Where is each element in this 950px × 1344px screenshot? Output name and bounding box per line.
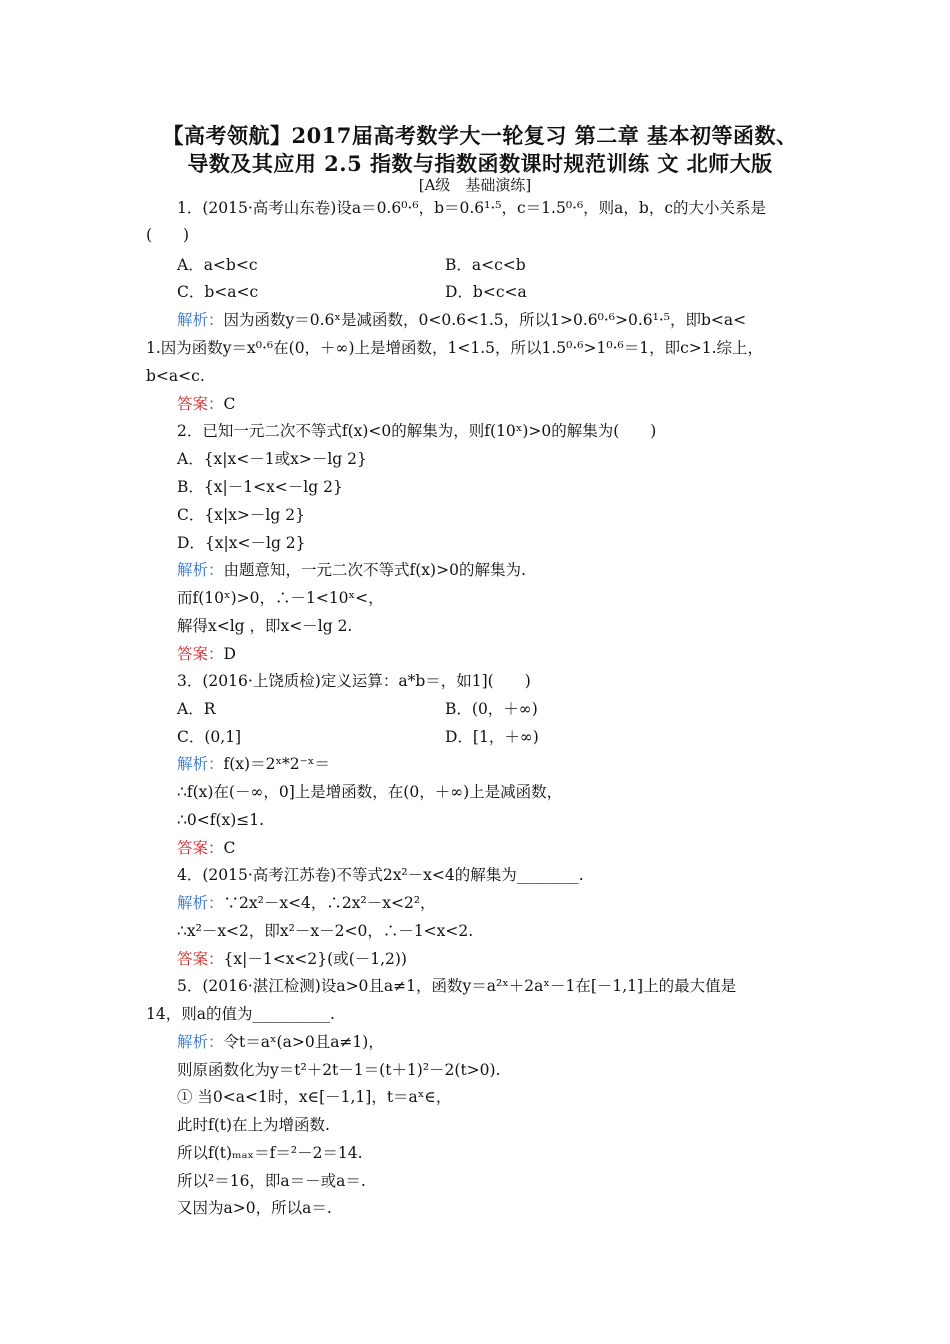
text-line xyxy=(146,338,763,358)
document-title-line-2: 导数及其应用 2.5 指数与指数函数课时规范训练 文 北师大版 xyxy=(187,151,773,176)
text-line xyxy=(445,727,539,747)
document-title-line-1: 【高考领航】2017届高考数学大一轮复习 第二章 基本初等函数、 xyxy=(162,123,798,148)
text-line xyxy=(177,394,235,414)
line-text: A．a<b<c xyxy=(177,256,258,274)
line-text: D．{x|x<－lg 2} xyxy=(177,534,306,552)
solution-label: 解析： xyxy=(177,755,224,773)
text-line xyxy=(146,366,205,386)
line-text: ∵2x²－x<4，∴2x²－x<2²， xyxy=(223,894,436,912)
line-text: C．b<a<c xyxy=(177,283,259,301)
text-line xyxy=(177,644,236,664)
solution-label: 解析： xyxy=(177,311,224,329)
text-line xyxy=(177,949,407,969)
text-line xyxy=(177,671,531,691)
line-text: 1.因为函数y＝x⁰·⁶在(0，＋∞)上是增函数，1<1.5，所以1.5⁰·⁶>1⁰·⁶＝1，即c>1.综上， xyxy=(146,339,764,357)
line-text: 4．(2015·高考江苏卷)不等式2x²－x<4的解集为________. xyxy=(177,866,584,884)
text-line xyxy=(445,255,526,275)
text-line xyxy=(177,865,584,885)
text-line xyxy=(177,310,746,330)
text-line xyxy=(177,699,215,719)
text-line xyxy=(177,810,264,830)
text-line xyxy=(146,1004,335,1024)
text-line xyxy=(177,588,384,608)
text-line xyxy=(177,782,562,802)
line-text: 而f(10ˣ)>0，∴－1<10ˣ<， xyxy=(177,589,384,607)
line-text: 此时f(t)在上为增函数. xyxy=(177,1116,330,1134)
text-line xyxy=(177,838,235,858)
line-text: ∴0<f(x)≤1. xyxy=(177,811,265,829)
text-line xyxy=(177,421,656,441)
text-line xyxy=(177,921,473,941)
solution-label: 解析： xyxy=(177,561,224,579)
line-text: ∴x²－x<2，即x²－x－2<0，∴－1<x<2. xyxy=(177,922,474,940)
line-text: 5．(2016·湛江检测)设a>0且a≠1，函数y＝a²ˣ＋2aˣ－1在[－1,1]上的最大值是 xyxy=(177,977,737,995)
line-text: 由题意知，一元二次不等式f(x)>0的解集为. xyxy=(223,561,526,579)
text-line xyxy=(146,225,189,245)
line-text: C xyxy=(223,395,236,413)
text-line xyxy=(177,893,436,913)
answer-label: 答案： xyxy=(177,395,224,413)
text-line xyxy=(445,282,527,302)
text-line xyxy=(445,699,538,719)
line-text: 则原函数化为y＝t²＋2t－1＝(t＋1)²－2(t>0). xyxy=(177,1061,501,1079)
line-text: 14，则a的值为__________. xyxy=(146,1005,335,1023)
line-text: C xyxy=(223,839,236,857)
answer-label: 答案： xyxy=(177,839,224,857)
text-line xyxy=(177,1171,366,1191)
line-text: 所以²＝16，即a＝－或a＝. xyxy=(177,1172,366,1190)
text-line xyxy=(177,533,306,553)
text-line xyxy=(177,1115,330,1135)
text-line xyxy=(177,1060,501,1080)
text-line xyxy=(177,477,343,497)
line-text: 令t＝aˣ(a>0且a≠1)， xyxy=(223,1033,384,1051)
line-text: B．{x|－1<x<－lg 2} xyxy=(177,478,343,496)
line-text: 所以f(t)ₘₐₓ＝f＝²－2＝14. xyxy=(177,1144,363,1162)
solution-label: 解析： xyxy=(177,894,224,912)
text-line xyxy=(177,1087,451,1107)
line-text: 解得x<lg ，即x<－lg 2. xyxy=(177,617,353,635)
line-text: 又因为a>0，所以a＝. xyxy=(177,1199,332,1217)
text-line xyxy=(177,255,258,275)
text-line xyxy=(177,727,241,747)
line-text: D xyxy=(223,645,236,663)
line-text: 3．(2016·上饶质检)定义运算：a*b＝，如1]( ) xyxy=(177,672,531,690)
line-text: ∴f(x)在(－∞，0]上是增函数，在(0，＋∞)上是减函数， xyxy=(177,783,563,801)
text-line xyxy=(177,1032,384,1052)
line-text: C．{x|x>－lg 2} xyxy=(177,506,305,524)
answer-label: 答案： xyxy=(177,950,224,968)
text-line xyxy=(177,198,766,218)
text-line xyxy=(177,1143,363,1163)
text-line xyxy=(177,616,352,636)
line-text: B．(0，＋∞) xyxy=(445,700,538,718)
line-text: f(x)＝2ˣ*2⁻ˣ＝ xyxy=(223,755,330,773)
line-text: C．(0,1] xyxy=(177,728,242,746)
answer-label: 答案： xyxy=(177,645,224,663)
text-line xyxy=(177,282,258,302)
line-text: D．b<c<a xyxy=(445,283,527,301)
text-line xyxy=(177,976,736,996)
text-line xyxy=(177,1198,332,1218)
line-text: 1．(2015·高考山东卷)设a＝0.6⁰·⁶，b＝0.6¹·⁵，c＝1.5⁰·⁶，则a，b，c的大小关系是 xyxy=(177,199,767,217)
text-line xyxy=(177,449,367,469)
line-text: ① 当0<a<1时，x∈[－1,1]，t＝aˣ∈， xyxy=(177,1088,452,1106)
solution-label: 解析： xyxy=(177,1033,224,1051)
line-text: 因为函数y＝0.6ˣ是减函数，0<0.6<1.5，所以1>0.6⁰·⁶>0.6¹·⁵，即b<a< xyxy=(223,311,747,329)
line-text: {x|－1<x<2}(或(－1,2)) xyxy=(223,950,407,968)
line-text: D．[1，＋∞) xyxy=(445,728,539,746)
text-line xyxy=(177,560,526,580)
line-text: B．a<c<b xyxy=(445,256,526,274)
line-text: 2．已知一元二次不等式f(x)<0的解集为，则f(10ˣ)>0的解集为( ) xyxy=(177,422,657,440)
line-text: A．{x|x<－1或x>－lg 2} xyxy=(177,450,367,468)
level-label: [A级 基础演练] xyxy=(418,176,532,194)
line-text: ( ) xyxy=(146,226,190,244)
line-text: b<a<c. xyxy=(146,367,205,385)
text-line xyxy=(177,505,305,525)
text-line xyxy=(177,754,330,774)
line-text: A．R xyxy=(177,700,216,718)
